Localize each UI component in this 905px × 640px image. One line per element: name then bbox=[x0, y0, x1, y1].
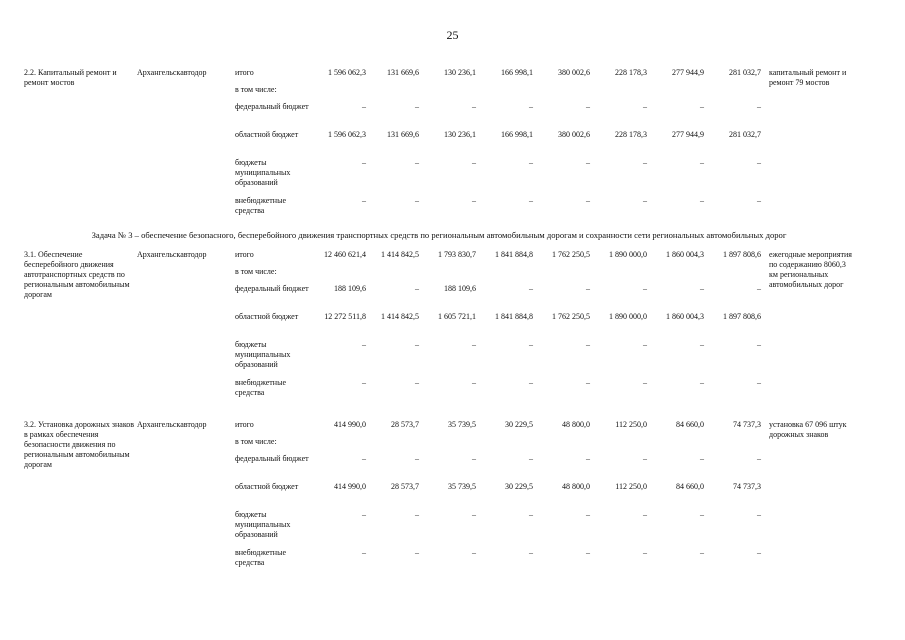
amount-cell: – bbox=[643, 510, 647, 519]
amount-cell bbox=[533, 85, 590, 102]
amount-cell bbox=[309, 267, 366, 284]
amount-cell: – bbox=[362, 340, 366, 349]
amount-cell: – bbox=[529, 340, 533, 349]
amount-cell: – bbox=[643, 196, 647, 205]
amount-cell: 1 890 000,0 bbox=[609, 312, 647, 321]
amount-cell: 1 596 062,3 bbox=[328, 68, 366, 77]
amount-cell: – bbox=[700, 378, 704, 387]
amount-cell: 12 460 621,4 bbox=[324, 250, 366, 259]
funding-source-label: областной бюджет bbox=[235, 312, 299, 321]
amount-cell: 28 573,7 bbox=[391, 420, 419, 429]
amount-cell: 1 860 004,3 bbox=[666, 312, 704, 321]
amount-cell: – bbox=[529, 548, 533, 557]
amount-cell: 414 990,0 bbox=[334, 420, 366, 429]
amount-cell bbox=[647, 267, 704, 284]
funding-source-label: в том числе: bbox=[235, 437, 277, 446]
amount-cell: 166 998,1 bbox=[501, 68, 533, 77]
amount-cell: 30 229,5 bbox=[505, 482, 533, 491]
amount-cell: 1 762 250,5 bbox=[552, 312, 590, 321]
amount-cell: 28 573,7 bbox=[391, 482, 419, 491]
amount-cell bbox=[533, 267, 590, 284]
task-heading-row bbox=[24, 224, 854, 250]
amount-cell: – bbox=[472, 454, 476, 463]
amount-cell: 1 897 808,6 bbox=[723, 312, 761, 321]
amount-cell bbox=[533, 437, 590, 454]
amount-cell bbox=[590, 85, 647, 102]
funding-row bbox=[24, 68, 854, 85]
amount-cell: 1 762 250,5 bbox=[552, 250, 590, 259]
amount-cell bbox=[647, 437, 704, 454]
amount-cell: – bbox=[362, 548, 366, 557]
amount-cell: – bbox=[529, 196, 533, 205]
amount-cell: – bbox=[362, 196, 366, 205]
amount-cell bbox=[476, 437, 533, 454]
amount-cell: – bbox=[586, 284, 590, 293]
amount-cell: – bbox=[362, 510, 366, 519]
amount-cell: – bbox=[415, 196, 419, 205]
program-table bbox=[24, 68, 854, 576]
amount-cell bbox=[309, 85, 366, 102]
funding-source-label: бюджеты муниципальных образований bbox=[235, 340, 291, 369]
page-number: 25 bbox=[446, 28, 459, 42]
amount-cell: 1 605 721,1 bbox=[438, 312, 476, 321]
amount-cell: – bbox=[643, 454, 647, 463]
amount-cell: 380 002,6 bbox=[558, 68, 590, 77]
amount-cell: – bbox=[472, 196, 476, 205]
amount-cell: – bbox=[757, 548, 761, 557]
amount-cell: – bbox=[586, 102, 590, 111]
amount-cell: – bbox=[529, 158, 533, 167]
amount-cell: 228 178,3 bbox=[615, 130, 647, 139]
amount-cell: 112 250,0 bbox=[615, 482, 647, 491]
measure-title: 3.2. Установка дорожных знаков в рамках обеспечения безопасности движения по региональным автомобильным дорогам bbox=[24, 420, 135, 469]
amount-cell: 281 032,7 bbox=[729, 68, 761, 77]
amount-cell: – bbox=[529, 284, 533, 293]
amount-cell: – bbox=[415, 102, 419, 111]
amount-cell: 131 669,6 bbox=[387, 130, 419, 139]
amount-cell: – bbox=[700, 196, 704, 205]
funding-source-label: федеральный бюджет bbox=[235, 284, 309, 293]
amount-cell: – bbox=[700, 454, 704, 463]
funding-source-label: бюджеты муниципальных образований bbox=[235, 158, 291, 187]
amount-cell bbox=[366, 437, 419, 454]
funding-source-label: итого bbox=[235, 68, 254, 77]
amount-cell bbox=[476, 267, 533, 284]
amount-cell: – bbox=[757, 378, 761, 387]
amount-cell: – bbox=[415, 510, 419, 519]
amount-cell: – bbox=[757, 102, 761, 111]
amount-cell: – bbox=[415, 158, 419, 167]
amount-cell: – bbox=[362, 454, 366, 463]
funding-source-label: внебюджетные средства bbox=[235, 548, 286, 567]
amount-cell: – bbox=[586, 548, 590, 557]
amount-cell: 84 660,0 bbox=[676, 420, 704, 429]
amount-cell: – bbox=[472, 102, 476, 111]
amount-cell: 130 236,1 bbox=[444, 68, 476, 77]
executor: Архангельскавтодор bbox=[137, 68, 207, 77]
amount-cell: – bbox=[643, 378, 647, 387]
amount-cell: 30 229,5 bbox=[505, 420, 533, 429]
amount-cell: – bbox=[643, 102, 647, 111]
amount-cell: 228 178,3 bbox=[615, 68, 647, 77]
amount-cell: 12 272 511,8 bbox=[324, 312, 366, 321]
measure-title: 3.1. Обеспечение бесперебойного движения автотранспортных средств по региональным автомобильным дорогам bbox=[24, 250, 130, 299]
amount-cell bbox=[590, 437, 647, 454]
expected-result: ежегодные мероприятия по содержанию 8060,3 км региональных автомобильных дорог bbox=[769, 250, 852, 289]
amount-cell: – bbox=[586, 510, 590, 519]
amount-cell: – bbox=[757, 196, 761, 205]
funding-source-label: в том числе: bbox=[235, 85, 277, 94]
amount-cell: – bbox=[529, 454, 533, 463]
amount-cell: – bbox=[586, 158, 590, 167]
funding-row bbox=[24, 420, 854, 437]
amount-cell: 84 660,0 bbox=[676, 482, 704, 491]
funding-source-label: бюджеты муниципальных образований bbox=[235, 510, 291, 539]
measure-title: 2.2. Капитальный ремонт и ремонт мостов bbox=[24, 68, 117, 87]
amount-cell: – bbox=[472, 378, 476, 387]
funding-source-label: областной бюджет bbox=[235, 130, 299, 139]
amount-cell: 1 860 004,3 bbox=[666, 250, 704, 259]
amount-cell: – bbox=[643, 158, 647, 167]
amount-cell bbox=[647, 85, 704, 102]
amount-cell: – bbox=[362, 158, 366, 167]
amount-cell: – bbox=[643, 340, 647, 349]
amount-cell bbox=[476, 85, 533, 102]
amount-cell: 166 998,1 bbox=[501, 130, 533, 139]
amount-cell: – bbox=[700, 284, 704, 293]
amount-cell: – bbox=[700, 510, 704, 519]
amount-cell: 1 414 842,5 bbox=[381, 312, 419, 321]
amount-cell: 35 739,5 bbox=[448, 482, 476, 491]
amount-cell: 1 414 842,5 bbox=[381, 250, 419, 259]
amount-cell bbox=[704, 267, 761, 284]
amount-cell: 1 793 830,7 bbox=[438, 250, 476, 259]
section-3-1 bbox=[24, 250, 854, 406]
amount-cell: – bbox=[415, 340, 419, 349]
executor: Архангельскавтодор bbox=[137, 250, 207, 259]
amount-cell bbox=[704, 437, 761, 454]
amount-cell: – bbox=[757, 454, 761, 463]
amount-cell: – bbox=[643, 284, 647, 293]
funding-source-label: внебюджетные средства bbox=[235, 378, 286, 397]
section-2-2 bbox=[24, 68, 854, 224]
section-spacer bbox=[24, 406, 854, 420]
amount-cell bbox=[704, 85, 761, 102]
expected-result: установка 67 096 штук дорожных знаков bbox=[769, 420, 847, 439]
amount-cell: – bbox=[586, 196, 590, 205]
amount-cell: 35 739,5 bbox=[448, 420, 476, 429]
funding-source-label: в том числе: bbox=[235, 267, 277, 276]
amount-cell: – bbox=[757, 284, 761, 293]
amount-cell: – bbox=[529, 378, 533, 387]
amount-cell bbox=[309, 437, 366, 454]
amount-cell: – bbox=[472, 340, 476, 349]
amount-cell: – bbox=[700, 158, 704, 167]
amount-cell: – bbox=[529, 510, 533, 519]
funding-source-label: итого bbox=[235, 420, 254, 429]
amount-cell: 74 737,3 bbox=[733, 482, 761, 491]
funding-source-label: федеральный бюджет bbox=[235, 102, 309, 111]
amount-cell bbox=[419, 85, 476, 102]
amount-cell: – bbox=[529, 102, 533, 111]
amount-cell: 1 897 808,6 bbox=[723, 250, 761, 259]
amount-cell: – bbox=[586, 454, 590, 463]
funding-source-label: областной бюджет bbox=[235, 482, 299, 491]
amount-cell: – bbox=[757, 158, 761, 167]
amount-cell: 277 944,9 bbox=[672, 130, 704, 139]
amount-cell bbox=[419, 437, 476, 454]
amount-cell: 188 109,6 bbox=[444, 284, 476, 293]
funding-row bbox=[24, 250, 854, 267]
amount-cell bbox=[590, 267, 647, 284]
amount-cell: 380 002,6 bbox=[558, 130, 590, 139]
amount-cell: – bbox=[472, 158, 476, 167]
amount-cell: – bbox=[700, 340, 704, 349]
amount-cell: 1 841 884,8 bbox=[495, 250, 533, 259]
amount-cell bbox=[366, 85, 419, 102]
amount-cell: – bbox=[362, 102, 366, 111]
amount-cell: – bbox=[757, 510, 761, 519]
amount-cell: 188 109,6 bbox=[334, 284, 366, 293]
amount-cell: 131 669,6 bbox=[387, 68, 419, 77]
amount-cell bbox=[419, 267, 476, 284]
expected-result: капитальный ремонт и ремонт 79 мостов bbox=[769, 68, 847, 87]
amount-cell: – bbox=[643, 548, 647, 557]
amount-cell: 414 990,0 bbox=[334, 482, 366, 491]
amount-cell: – bbox=[757, 340, 761, 349]
executor: Архангельскавтодор bbox=[137, 420, 207, 429]
amount-cell: 1 596 062,3 bbox=[328, 130, 366, 139]
amount-cell: 74 737,3 bbox=[733, 420, 761, 429]
amount-cell: 130 236,1 bbox=[444, 130, 476, 139]
amount-cell: – bbox=[586, 340, 590, 349]
funding-source-label: федеральный бюджет bbox=[235, 454, 309, 463]
amount-cell: – bbox=[586, 378, 590, 387]
funding-source-label: итого bbox=[235, 250, 254, 259]
funding-source-label: внебюджетные средства bbox=[235, 196, 286, 215]
amount-cell: – bbox=[415, 548, 419, 557]
amount-cell: 48 800,0 bbox=[562, 482, 590, 491]
amount-cell: 1 890 000,0 bbox=[609, 250, 647, 259]
amount-cell: 112 250,0 bbox=[615, 420, 647, 429]
amount-cell: 48 800,0 bbox=[562, 420, 590, 429]
task-3-heading: Задача № 3 – обеспечение безопасного, бесперебойного движения транспортных средств по региональным автомобильным дорогам и сохранности сети региональных автомобильных дорог bbox=[91, 230, 787, 240]
amount-cell: – bbox=[700, 102, 704, 111]
amount-cell: – bbox=[415, 378, 419, 387]
amount-cell: 1 841 884,8 bbox=[495, 312, 533, 321]
amount-cell: – bbox=[472, 548, 476, 557]
amount-cell: – bbox=[415, 454, 419, 463]
amount-cell bbox=[366, 267, 419, 284]
amount-cell: – bbox=[472, 510, 476, 519]
amount-cell: – bbox=[362, 378, 366, 387]
amount-cell: – bbox=[700, 548, 704, 557]
amount-cell: – bbox=[415, 284, 419, 293]
section-3-2 bbox=[24, 420, 854, 576]
amount-cell: 281 032,7 bbox=[729, 130, 761, 139]
amount-cell: 277 944,9 bbox=[672, 68, 704, 77]
